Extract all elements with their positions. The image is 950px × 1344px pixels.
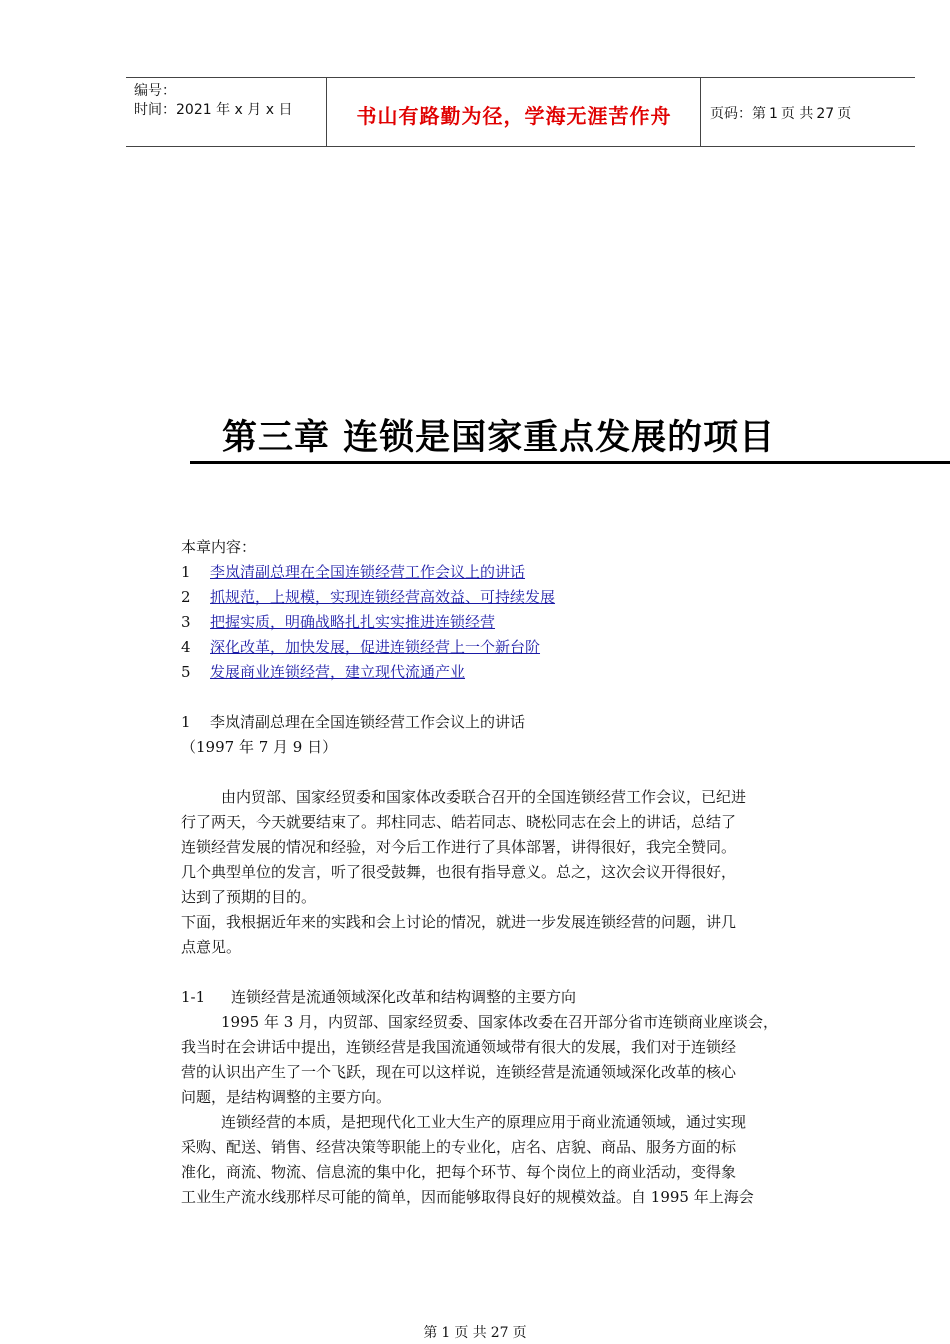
section-number: 1	[181, 713, 191, 731]
footer-page-total: 27	[490, 1325, 509, 1341]
paragraph-line: 下面，我根据近年来的实践和会上讨论的情况，就进一步发展连锁经营的问题，讲几	[181, 913, 737, 931]
document-body	[181, 535, 871, 1210]
paragraph-line: 点意见。	[181, 938, 242, 956]
header-page-mid: 页 共	[780, 106, 814, 122]
header-page-prefix: 页码：第	[710, 106, 766, 122]
paragraph-line: 几个典型单位的发言，听了很受鼓舞，也很有指导意义。总之，这次会议开得很好，	[181, 863, 737, 881]
page-footer	[0, 1322, 950, 1342]
toc-item	[181, 635, 871, 660]
spacer	[181, 760, 871, 785]
footer-page-current: 1	[441, 1325, 451, 1341]
toc-item	[181, 610, 871, 635]
subsection-title: 连锁经营是流通领域深化改革和结构调整的主要方向	[231, 988, 577, 1006]
toc-link-3[interactable]: 把握实质，明确战略扎扎实实推进连锁经营	[210, 613, 496, 631]
toc-item-number: 2	[181, 588, 191, 606]
paragraph-line: 连锁经营发展的情况和经验，对今后工作进行了具体部署，讲得很好，我完全赞同。	[181, 838, 737, 856]
page-header	[126, 77, 915, 147]
paragraph-line: 行了两天，今天就要结束了。邦柱同志、皓若同志、晓松同志在会上的讲话，总结了	[181, 813, 737, 831]
paragraph-line: 由内贸部、国家经贸委和国家体改委联合召开的全国连锁经营工作会议，已纪进	[221, 788, 747, 806]
toc-link-4[interactable]: 深化改革，加快发展，促进连锁经营上一个新台阶	[210, 638, 541, 656]
paragraph-line: 工业生产流水线那样尽可能的简单，因而能够取得良好的规模效益。自 1995 年上海会	[181, 1188, 754, 1206]
spacer	[181, 960, 871, 985]
header-meta	[134, 82, 292, 120]
section-heading	[181, 710, 871, 735]
paragraph-line: 营的认识出产生了一个飞跃，现在可以这样说，连锁经营是流通领域深化改革的核心	[181, 1063, 737, 1081]
toc-link-1[interactable]: 李岚清副总理在全国连锁经营工作会议上的讲话	[210, 563, 526, 581]
paragraph-line: 连锁经营的本质，是把现代化工业大生产的原理应用于商业流通领域，通过实现	[221, 1113, 747, 1131]
paragraph-line: 问题，是结构调整的主要方向。	[181, 1088, 392, 1106]
toc-item	[181, 585, 871, 610]
chapter-title: 第三章 连锁是国家重点发展的项目	[222, 418, 776, 458]
subsection-heading	[181, 985, 871, 1010]
toc-item	[181, 660, 871, 685]
footer-suffix: 页	[512, 1325, 527, 1341]
header-page-suffix: 页	[837, 106, 852, 122]
paragraph-line: 准化，商流、物流、信息流的集中化，把每个环节、每个岗位上的商业活动，变得象	[181, 1163, 737, 1181]
header-divider	[700, 78, 701, 146]
paragraph-line: 达到了预期的目的。	[181, 888, 317, 906]
header-page-info	[710, 103, 851, 123]
toc-item	[181, 560, 871, 585]
subsection-number: 1-1	[181, 988, 206, 1006]
footer-mid: 页 共	[454, 1325, 487, 1341]
section-title: 李岚清副总理在全国连锁经营工作会议上的讲话	[210, 713, 526, 731]
toc-link-2[interactable]: 抓规范，上规模，实现连锁经营高效益、可持续发展	[210, 588, 556, 606]
header-id-label: 编号：	[134, 83, 176, 99]
toc-item-number: 1	[181, 563, 191, 581]
paragraph-line: 1995 年 3 月，内贸部、国家经贸委、国家体改委在召开部分省市连锁商业座谈会，	[221, 1013, 779, 1031]
section-date: （1997 年 7 月 9 日）	[181, 738, 338, 756]
toc-item-number: 4	[181, 638, 191, 656]
header-motto: 书山有路勤为径，学海无涯苦作舟	[356, 104, 672, 128]
paragraph-line: 我当时在会讲话中提出，连锁经营是我国流通领域带有很大的发展，我们对于连锁经	[181, 1038, 737, 1056]
toc-heading: 本章内容：	[181, 538, 257, 556]
title-underline	[190, 461, 950, 464]
footer-prefix: 第	[423, 1325, 438, 1341]
header-page-total: 27	[816, 106, 835, 122]
toc-item-number: 3	[181, 613, 191, 631]
toc-link-5[interactable]: 发展商业连锁经营，建立现代流通产业	[210, 663, 466, 681]
header-time: 时间：2021 年 x 月 x 日	[134, 102, 293, 118]
spacer	[181, 685, 871, 710]
paragraph-line: 采购、配送、销售、经营决策等职能上的专业化，店名、店貌、商品、服务方面的标	[181, 1138, 737, 1156]
header-page-current: 1	[769, 106, 778, 122]
header-divider	[326, 78, 327, 146]
toc-item-number: 5	[181, 663, 191, 681]
